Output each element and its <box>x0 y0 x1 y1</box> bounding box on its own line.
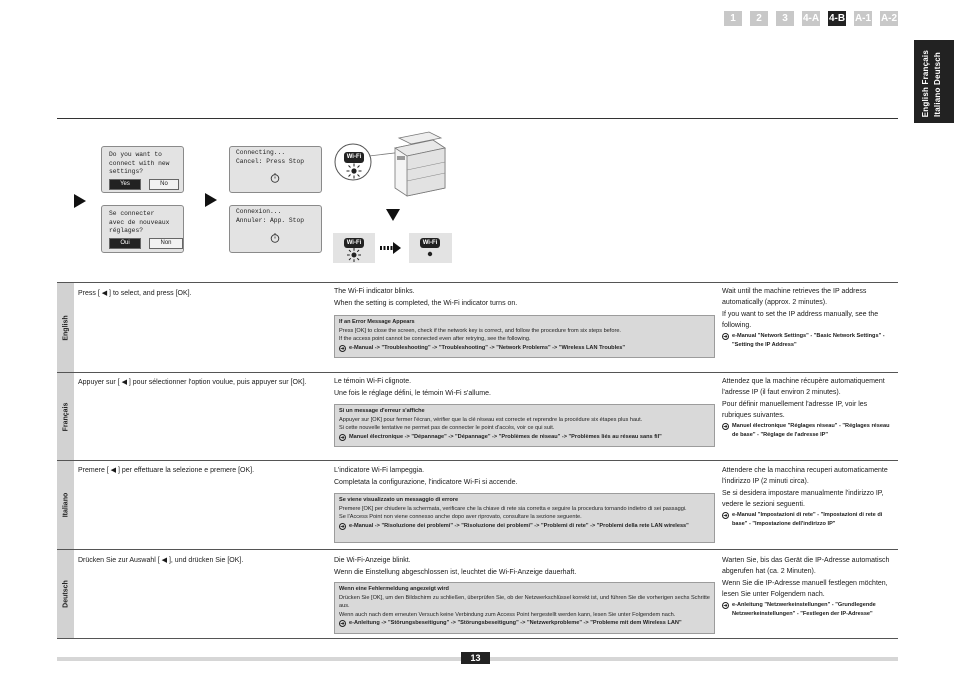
ip-line: Attendere che la macchina recuperi automaticamente l'indirizzo IP (2 minuti circa). <box>722 467 888 485</box>
reference-arrow-icon: ➜ <box>723 424 728 430</box>
status-line: The Wi-Fi indicator blinks. <box>334 288 415 295</box>
arrow-right-icon <box>205 193 217 207</box>
tab-2[interactable]: 2 <box>750 11 768 26</box>
blinking-light-icon <box>346 163 362 179</box>
reference-arrow-icon: ➜ <box>340 523 345 530</box>
row-3-step: Drücken Sie zur Auswahl [ ◀ ], und drücken Sie [OK]. <box>78 557 244 564</box>
busy-icon <box>269 232 281 244</box>
row-3-ip <box>722 555 896 618</box>
status-line: Die Wi-Fi-Anzeige blinkt. <box>334 557 411 564</box>
row-label-text: Deutsch <box>62 580 69 608</box>
status-line: Wenn die Einstellung abgeschlossen ist, leuchtet die Wi-Fi-Anzeige dauerhaft. <box>334 569 577 576</box>
table-rule <box>57 549 898 550</box>
table-rule <box>57 460 898 461</box>
language-side-tab <box>914 40 954 123</box>
error-note-box <box>334 582 715 634</box>
tab-a1[interactable]: A-1 <box>854 13 872 24</box>
row-3-status <box>334 555 714 579</box>
reference-arrow-icon: ➜ <box>340 621 345 628</box>
error-note-reference: e-Manual -> "Troubleshooting" -> "Troubleshooting" -> "Network Problems" -> "Wireless LAN Troubles" <box>349 344 626 351</box>
ip-reference: Manuel électronique "Réglages réseau" - "Réglages réseau de base" - "Réglage de l'adresse IP" <box>732 423 890 438</box>
row-0-step: Press [ ◀ ] to select, and press [OK]. <box>78 290 192 297</box>
error-note-title: Se viene visualizzato un messaggio di errore <box>339 497 459 503</box>
top-rule <box>57 118 898 119</box>
ip-line: Wait until the machine retrieves the IP address automatically (approx. 2 minutes). <box>722 288 867 306</box>
lcd-connecting-en-text: Connecting... Cancel: Press Stop <box>236 149 305 165</box>
error-note-title: Si un message d'erreur s'affiche <box>339 408 425 414</box>
error-note-line: Appuyer sur [OK] pour fermer l'écran, vérifier que la clé réseau est correcte et reprendre la procédure six étapes plus haut. <box>339 416 643 423</box>
row-label-italiano <box>57 461 74 549</box>
ip-line: If you want to set the IP address manually, see the following. <box>722 311 879 329</box>
row-label-text: English <box>62 314 69 341</box>
blinking-light-icon <box>346 248 362 262</box>
tab-4a[interactable]: 4-A <box>802 13 820 24</box>
side-tab-label-2: Italiano Deutsch <box>933 52 942 117</box>
lcd-confirm-fr-text: Se connecter avec de nouveaux réglages? <box>109 210 170 234</box>
row-0-status <box>334 286 714 310</box>
row-1-ip <box>722 376 896 439</box>
ip-line: Warten Sie, bis das Gerät die IP-Adresse automatisch abgerufen hat (ca. 2 Minuten). <box>722 557 890 575</box>
arrow-right-icon <box>74 194 86 208</box>
table-rule <box>57 638 898 639</box>
ip-line: Pour définir manuellement l'adresse IP, voir les rubriques suivantes. <box>722 401 868 419</box>
error-note-line: Wenn auch nach dem erneuten Versuch keine Verbindung zum Access Point hergestellt werden kann, lesen Sie unter Folgendem nach. <box>339 611 676 618</box>
tab-4b[interactable]: 4-B <box>828 13 846 24</box>
row-label-text: Italiano <box>62 492 69 518</box>
row-1-status <box>334 376 714 400</box>
page-number: 13 <box>461 652 490 664</box>
error-note-box <box>334 315 715 358</box>
lcd-yes-button: Yes <box>109 179 141 190</box>
error-note-line: If the access point cannot be connected even after retrying, see the following. <box>339 336 531 343</box>
row-label-deutsch <box>57 550 74 638</box>
status-line: Une fois le réglage défini, le témoin Wi-Fi s'allume. <box>334 390 491 397</box>
tab-a2[interactable]: A-2 <box>880 13 898 24</box>
light-on-icon <box>426 250 434 258</box>
error-note-line: Drücken Sie [OK], um den Bildschirm zu schließen, überprüfen Sie, ob der Netzwerkschlüssel korrekt ist, und führen Sie die vorherigen sechs Schritte aus. <box>339 594 710 610</box>
side-tab-label-1: English Français <box>921 49 930 117</box>
row-label-english <box>57 283 74 372</box>
error-note-box <box>334 493 715 543</box>
lcd-connecting-fr-text: Connexion... Annuler: App. Stop <box>236 208 305 224</box>
arrow-down-icon <box>386 209 400 221</box>
error-note-reference: e-Manual -> "Risoluzione dei problemi" -> "Risoluzione dei problemi" -> "Problemi di rete" -> "Problemi della rete LAN wireless" <box>349 522 689 529</box>
status-line: Le témoin Wi-Fi clignote. <box>334 378 412 385</box>
wifi-indicator-icon: Wi-Fi <box>420 238 440 248</box>
error-note-box <box>334 404 715 447</box>
ip-reference: e-Manual "Impostazioni di rete" - "Impostazioni di rete di base" - "Impostazione dell'indirizzo IP" <box>732 512 883 527</box>
reference-arrow-icon: ➜ <box>723 334 728 340</box>
row-2-status <box>334 465 714 489</box>
error-note-title: Wenn eine Fehlermeldung angezeigt wird <box>339 586 449 592</box>
row-label-text: Français <box>62 402 69 431</box>
lcd-confirm-en-text: Do you want to connect with new settings? <box>109 151 170 175</box>
error-note-reference: Manuel électronique -> "Dépannage" -> "Dépannage" -> "Problèmes de réseau" -> "Problèmes liés au réseau sans fil" <box>349 433 662 440</box>
row-1-step: Appuyer sur [ ◀ ] pour sélectionner l'option voulue, puis appuyer sur [OK]. <box>78 379 307 386</box>
row-0-ip <box>722 286 896 349</box>
row-2-step: Premere [ ◀ ] per effettuare la selezione e premere [OK]. <box>78 467 255 474</box>
busy-icon <box>269 172 281 184</box>
status-line: Completata la configurazione, l'indicatore Wi-Fi si accende. <box>334 479 518 486</box>
reference-arrow-icon: ➜ <box>723 603 728 609</box>
ip-line: Wenn Sie die IP-Adresse manuell festlegen möchten, lesen Sie unter Folgendem nach. <box>722 580 888 598</box>
error-note-reference: e-Anleitung -> "Störungsbeseitigung" -> "Störungsbeseitigung" -> "Netzwerkprobleme" -> "Probleme mit dem Wireless LAN" <box>349 620 682 627</box>
error-note-line: Press [OK] to close the screen, check if the network key is correct, and follow the procedure from six steps before. <box>339 327 621 334</box>
lcd-confirm-en <box>101 146 184 193</box>
reference-arrow-icon: ➜ <box>340 434 345 441</box>
table-rule <box>57 282 898 283</box>
lcd-connecting-en <box>229 146 322 193</box>
error-note-line: Premere [OK] per chiudere la schermata, verificare che la chiave di rete sia corretta e seguire la procedura tornando indietro di sei passaggi. <box>339 505 687 512</box>
lcd-no-button: No <box>149 179 179 190</box>
tab-1[interactable]: 1 <box>724 11 742 26</box>
ip-line: Se si desidera impostare manualmente l'indirizzo IP, vedere le sezioni seguenti. <box>722 490 884 508</box>
ip-reference: e-Anleitung "Netzwerkeinstellungen" - "Grundlegende Netzwerkeinstellungen" - "Festlegen der IP-Adresse" <box>732 602 876 617</box>
status-line: L'indicatore Wi-Fi lampeggia. <box>334 467 425 474</box>
ip-line: Attendez que la machine récupère automatiquement l'adresse IP (il faut environ 2 minutes). <box>722 378 885 396</box>
error-note-line: Se l'Access Point non viene connesso anche dopo aver riprovato, consultare la sezione seguente. <box>339 514 582 521</box>
wifi-indicator-icon: Wi-Fi <box>344 152 364 163</box>
wifi-on-panel <box>409 233 452 263</box>
row-label-francais <box>57 373 74 460</box>
tab-3[interactable]: 3 <box>776 11 794 26</box>
transition-arrow-icon <box>380 242 402 254</box>
reference-arrow-icon: ➜ <box>723 513 728 519</box>
reference-arrow-icon: ➜ <box>340 345 345 352</box>
error-note-line: Si cette nouvelle tentative ne permet pas de connecter le point d'accès, voir ce qui suit. <box>339 425 555 432</box>
lcd-confirm-fr <box>101 205 184 253</box>
row-2-ip <box>722 465 896 528</box>
wifi-blinking-panel <box>333 233 375 263</box>
wifi-indicator-icon: Wi-Fi <box>344 238 364 248</box>
table-rule <box>57 372 898 373</box>
lcd-oui-button: Oui <box>109 238 141 249</box>
error-note-title: If an Error Message Appears <box>339 319 415 325</box>
status-line: When the setting is completed, the Wi-Fi indicator turns on. <box>334 300 518 307</box>
ip-reference: e-Manual "Network Settings" - "Basic Network Settings" - "Setting the IP Address" <box>732 333 885 348</box>
lcd-connecting-fr <box>229 205 322 253</box>
lcd-non-button: Non <box>149 238 183 249</box>
